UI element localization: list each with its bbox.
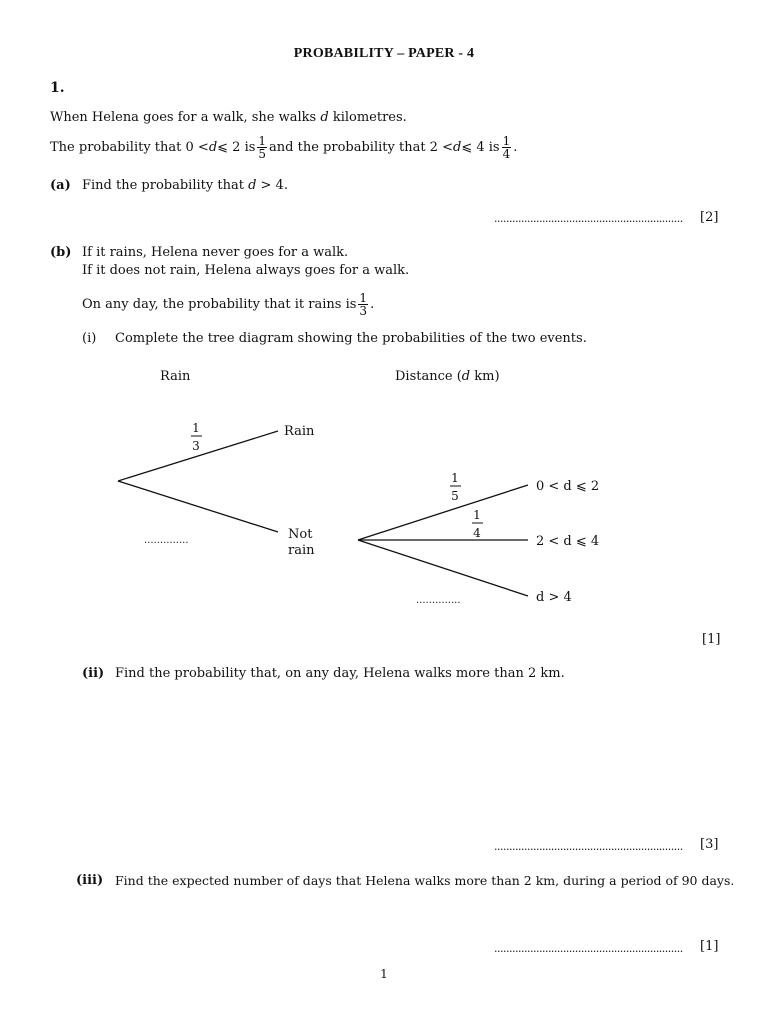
label-rain: Rain [284, 424, 315, 439]
part-b-iii-answer-line[interactable]: ............................................................... [494, 942, 683, 955]
part-a-label: (a) [50, 178, 71, 193]
part-b-i-question: Complete the tree diagram showing the probabilities of the two events. [115, 331, 587, 346]
blank-not-rain-probability[interactable]: .............. [144, 535, 189, 546]
outcome-3: d > 4 [536, 590, 572, 605]
part-b-line-2: If it does not rain, Helena always goes for a walk. [82, 263, 410, 278]
page-number: 1 [380, 967, 388, 981]
part-b-line-3: On any day, the probability that it rains is $\frac{1}{3}$ . [82, 291, 375, 318]
intro-line-1 [50, 110, 407, 125]
part-b-ii-answer-line[interactable]: ............................................................... [494, 840, 683, 853]
fraction-rain-numerator: 1 [192, 421, 200, 435]
part-b-ii-label: (ii) [82, 666, 105, 681]
part-b-i-marks: [1] [702, 632, 721, 647]
part-b-iii-marks: [1] [700, 939, 719, 954]
question-number: 1. [50, 80, 65, 96]
fraction-rain-denominator: 3 [192, 439, 200, 453]
branch-distance-3 [358, 540, 528, 596]
fraction-one-fifth: $\frac{1}{5}$ [258, 134, 267, 161]
label-not-rain-2: rain [288, 543, 315, 558]
blank-branch3-probability[interactable]: .............. [416, 595, 461, 606]
part-b-ii-marks: [3] [700, 837, 719, 852]
label-not-rain-1: Not [288, 527, 313, 542]
tree-heading-distance: Distance (d km) [395, 369, 500, 384]
part-b-line-1: If it rains, Helena never goes for a walk. [82, 245, 349, 260]
branch-not-rain [118, 481, 278, 532]
intro-text: and the probability that 2 < [269, 140, 453, 155]
outcome-2: 2 < d ⩽ 4 [536, 534, 600, 549]
part-b-ii-question: Find the probability that, on any day, Helena walks more than 2 km. [115, 666, 565, 681]
intro-text: ⩽ 2 is [217, 140, 256, 155]
part-a-answer-line[interactable]: ............................................................... [494, 212, 683, 225]
variable-d: d [320, 110, 329, 125]
fraction-one-third: $\frac{1}{3}$ [359, 291, 368, 318]
part-a-question: Find the probability that d > 4. [82, 178, 288, 193]
intro-text: When Helena goes for a walk, she walks [50, 110, 321, 125]
intro-text: kilometres. [328, 110, 407, 125]
part-a-marks: [2] [700, 210, 719, 225]
page-title: PROBABILITY – PAPER - 4 [293, 46, 475, 61]
fraction-branch1-numerator: 1 [451, 471, 459, 485]
intro-line-2: The probability that 0 < d ⩽ 2 is $\frac{1}{5}$ and the probability that 2 < d ⩽ 4 is $\frac{1}{4}$ . [50, 134, 518, 161]
branch-distance-1 [358, 485, 528, 540]
part-b-iii-question: Find the expected number of days that Helena walks more than 2 km, during a period of 90 days. [115, 873, 735, 888]
intro-text: ⩽ 4 is [461, 140, 500, 155]
variable-d: d [452, 140, 462, 155]
tree-diagram [0, 360, 768, 620]
part-b-iii-label: (iii) [76, 873, 104, 888]
fraction-branch2-denominator: 4 [473, 526, 481, 540]
outcome-1: 0 < d ⩽ 2 [536, 479, 600, 494]
intro-text: The probability that 0 < [50, 140, 209, 155]
tree-heading-rain: Rain [160, 369, 191, 384]
fraction-branch1-denominator: 5 [451, 489, 459, 503]
part-b-i-label: (i) [82, 331, 97, 346]
variable-d: d [208, 140, 218, 155]
fraction-branch2-numerator: 1 [473, 508, 481, 522]
fraction-one-quarter: $\frac{1}{4}$ [502, 134, 511, 161]
part-b-label: (b) [50, 245, 72, 260]
